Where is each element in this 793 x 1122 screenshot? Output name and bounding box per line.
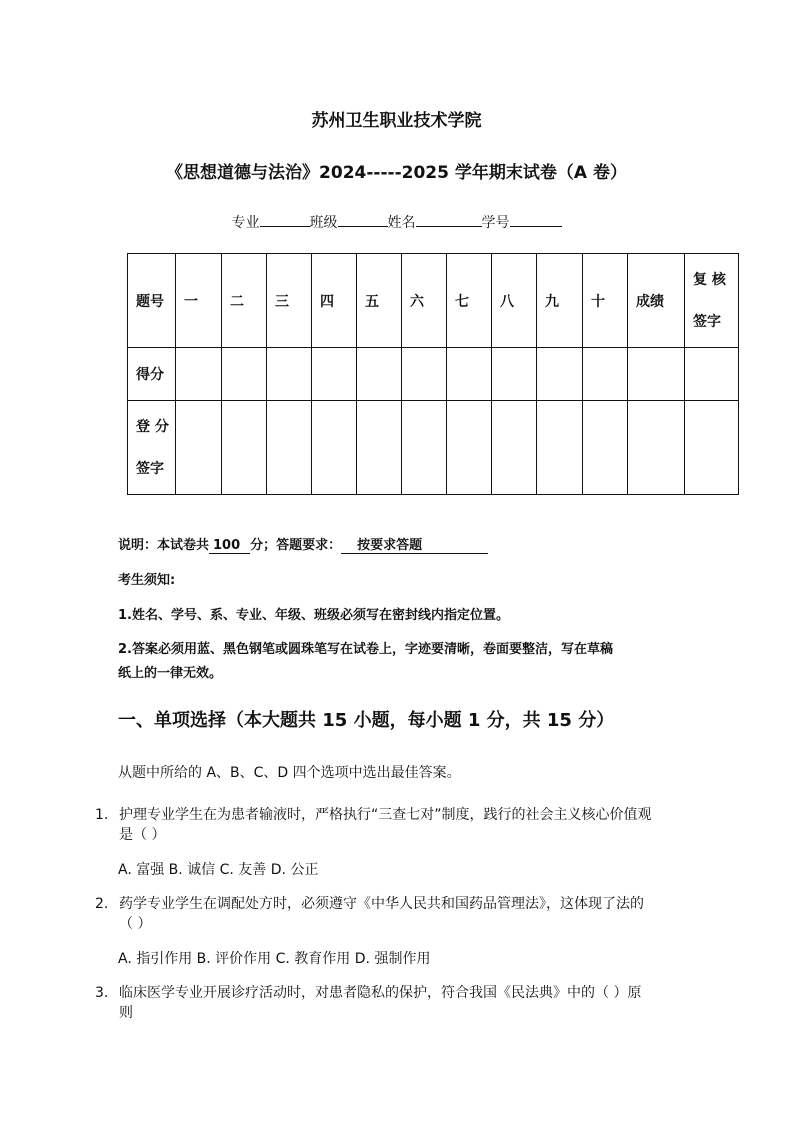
- signer-cell[interactable]: [357, 401, 402, 495]
- signer-bottom-text: 签字: [136, 460, 164, 477]
- total-score-value: 100: [209, 538, 250, 554]
- signer-cell[interactable]: [628, 401, 685, 495]
- column-header: 八: [492, 254, 537, 348]
- score-cell[interactable]: [357, 348, 402, 401]
- score-cell[interactable]: [267, 348, 312, 401]
- column-header: 七: [447, 254, 492, 348]
- signer-cell[interactable]: [402, 401, 447, 495]
- score-row: [128, 348, 739, 401]
- student-info-line: [0, 212, 793, 232]
- student-id-blank[interactable]: [510, 212, 562, 227]
- score-cell[interactable]: [402, 348, 447, 401]
- signer-cell[interactable]: [492, 401, 537, 495]
- score-cell[interactable]: [583, 348, 628, 401]
- notice-title: 考生须知:: [118, 573, 176, 588]
- score-cell[interactable]: [537, 348, 583, 401]
- column-header: 十: [583, 254, 628, 348]
- score-cell[interactable]: [447, 348, 492, 401]
- section-title: 一、单项选择（本大题共 15 小题，每小题 1 分，共 15 分）: [118, 710, 615, 731]
- question-text-line: 护理专业学生在为患者输液时，严格执行“三查七对”制度，践行的社会主义核心价值观: [119, 807, 652, 823]
- signer-cell[interactable]: [447, 401, 492, 495]
- total-score-cell[interactable]: [628, 348, 685, 401]
- notice-item-1: 1.姓名、学号、系、专业、年级、班级必须写在密封线内指定位置。: [118, 608, 509, 623]
- major-blank[interactable]: [260, 212, 310, 227]
- total-header: 成绩: [628, 254, 685, 348]
- section-intro: 从题中所给的 A、B、C、D 四个选项中选出最佳答案。: [118, 765, 461, 781]
- column-header: 二: [222, 254, 267, 348]
- row-label-number: 题号: [128, 254, 176, 348]
- notice-item-2-line1: 2.答案必须用蓝、黑色钢笔或圆珠笔写在试卷上，字迹要清晰，卷面要整洁，写在草稿: [118, 642, 613, 657]
- signer-cell[interactable]: [685, 401, 739, 495]
- column-header: 一: [176, 254, 222, 348]
- signer-cell[interactable]: [176, 401, 222, 495]
- exam-title: 《思想道德与法治》2024-----2025 学年期末试卷（A 卷）: [166, 163, 627, 183]
- row-label-score: 得分: [128, 348, 176, 401]
- instructions-mid: 分；答题要求：: [250, 538, 342, 553]
- question-text-line: （ ）: [119, 916, 152, 932]
- review-score-cell[interactable]: [685, 348, 739, 401]
- question-text-line: 药学专业学生在调配处方时，必须遵守《中华人民共和国药品管理法》，这体现了法的: [119, 896, 644, 912]
- review-top-text: 复 核: [693, 271, 726, 288]
- question-text-line: 临床医学专业开展诊疗活动时，对患者隐私的保护，符合我国《民法典》中的（ ）原: [119, 985, 642, 1001]
- class-label: 班级: [309, 215, 338, 231]
- name-label: 姓名: [387, 215, 416, 231]
- answer-requirement: 按要求答题: [341, 534, 488, 554]
- signer-row: [128, 401, 739, 495]
- name-blank[interactable]: [416, 212, 482, 227]
- signer-cell[interactable]: [222, 401, 267, 495]
- question-1-options: A. 富强 B. 诚信 C. 友善 D. 公正: [118, 862, 319, 878]
- question-3: [95, 983, 685, 1023]
- column-header: 三: [267, 254, 312, 348]
- column-header: 四: [312, 254, 357, 348]
- row-label-signer: [128, 401, 176, 495]
- major-label: 专业: [231, 215, 260, 231]
- review-bottom-text: 签字: [693, 313, 721, 330]
- question-number: 3.: [95, 985, 109, 1001]
- signer-cell[interactable]: [312, 401, 357, 495]
- instructions-prefix: 说明：本试卷共: [118, 538, 210, 553]
- column-header: 九: [537, 254, 583, 348]
- question-2: [95, 894, 685, 934]
- score-cell[interactable]: [222, 348, 267, 401]
- signer-top-text: 登 分: [136, 418, 169, 435]
- school-name: 苏州卫生职业技术学院: [311, 111, 482, 131]
- question-number-row: [128, 254, 739, 348]
- score-table: [127, 253, 739, 495]
- question-2-options: A. 指引作用 B. 评价作用 C. 教育作用 D. 强制作用: [118, 951, 431, 967]
- question-number: 2.: [95, 896, 109, 912]
- column-header: 五: [357, 254, 402, 348]
- question-text-line: 则: [119, 1005, 133, 1021]
- exam-instructions: [118, 534, 488, 554]
- score-cell[interactable]: [312, 348, 357, 401]
- signer-cell[interactable]: [267, 401, 312, 495]
- score-cell[interactable]: [492, 348, 537, 401]
- notice-item-2-line2: 纸上的一律无效。: [118, 666, 223, 681]
- review-signature-header: [685, 254, 739, 348]
- question-number: 1.: [95, 807, 109, 823]
- question-1: [95, 805, 685, 845]
- student-id-label: 学号: [481, 215, 510, 231]
- class-blank[interactable]: [338, 212, 388, 227]
- question-text-line: 是（ ）: [119, 827, 166, 843]
- signer-cell[interactable]: [583, 401, 628, 495]
- score-cell[interactable]: [176, 348, 222, 401]
- column-header: 六: [402, 254, 447, 348]
- signer-cell[interactable]: [537, 401, 583, 495]
